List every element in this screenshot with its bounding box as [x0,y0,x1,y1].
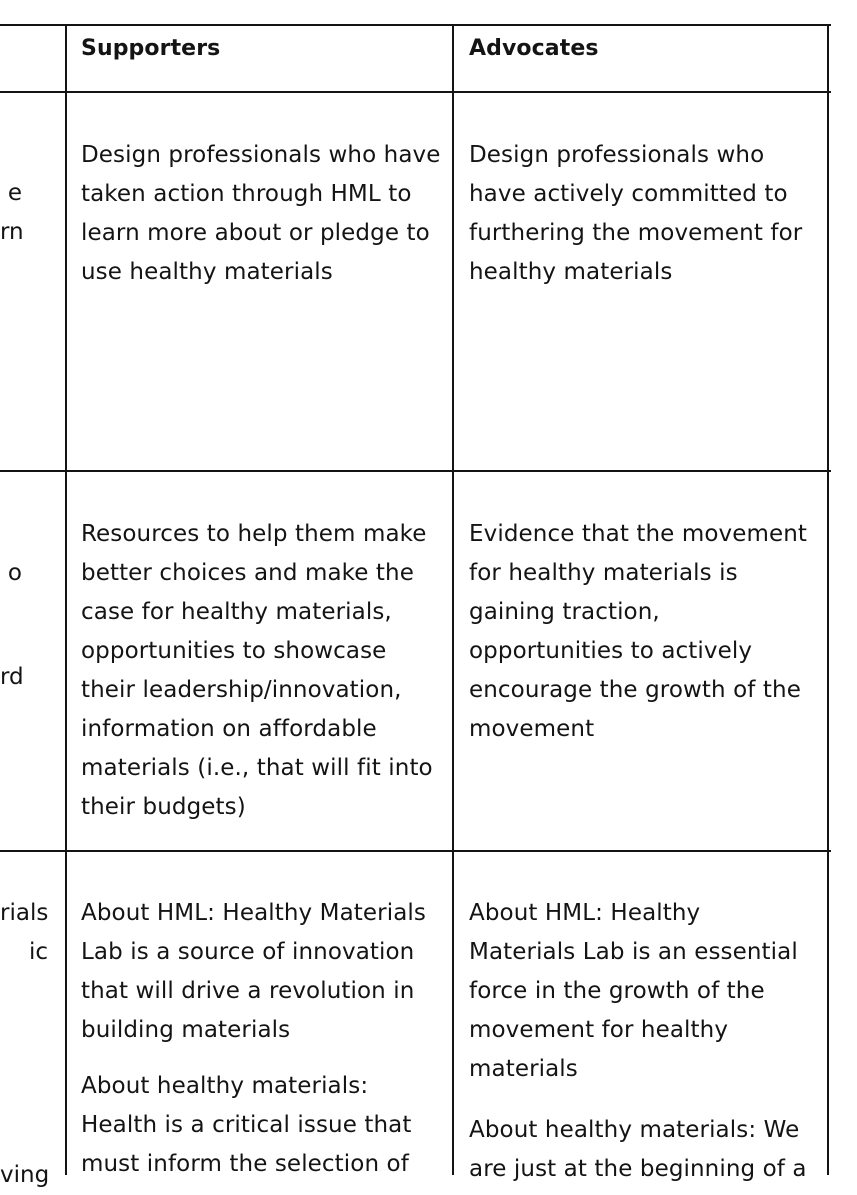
supporters-messages: About HML: Healthy Materials Lab is a source of innovation that will drive a revolution in building materials About healthy materials: Health is a critical issue that must inform the selection of [81,900,426,1177]
left-column-fragment: e rn [0,180,24,245]
advocates-needs: Evidence that the movement for healthy materials is gaining traction, opportunities to actively encourage the growth of the movement [469,521,808,742]
advocates-messages: About HML: Healthy Materials Lab is an essential force in the growth of the movement for healthy materials About healthy materials: We are just at the beginning of a [469,900,807,1182]
left-column-fragment: ving [0,1162,50,1188]
left-column-fragment: rd [0,664,24,690]
column-divider [65,24,67,1175]
header-advocates: Advocates [469,36,599,61]
row-divider [0,850,831,852]
table-right-border [827,24,829,1175]
header-supporters: Supporters [81,36,221,61]
supporters-description: Design professionals who have taken action through HML to learn more about or pledge to use healthy materials [81,142,441,285]
supporters-needs: Resources to help them make better choices and make the case for healthy materials, opportunities to showcase their leadership/innovation, information on affordable materials (i.e., that will fit into their budgets) [81,521,433,820]
left-column-fragment: rials ic [0,900,49,965]
table-top-border [0,24,831,26]
row-divider [0,470,831,472]
advocates-description: Design professionals who have actively committed to furthering the movement for healthy materials [469,142,803,285]
column-divider [452,24,454,1175]
row-divider [0,91,831,93]
left-column-fragment: o [7,560,22,586]
